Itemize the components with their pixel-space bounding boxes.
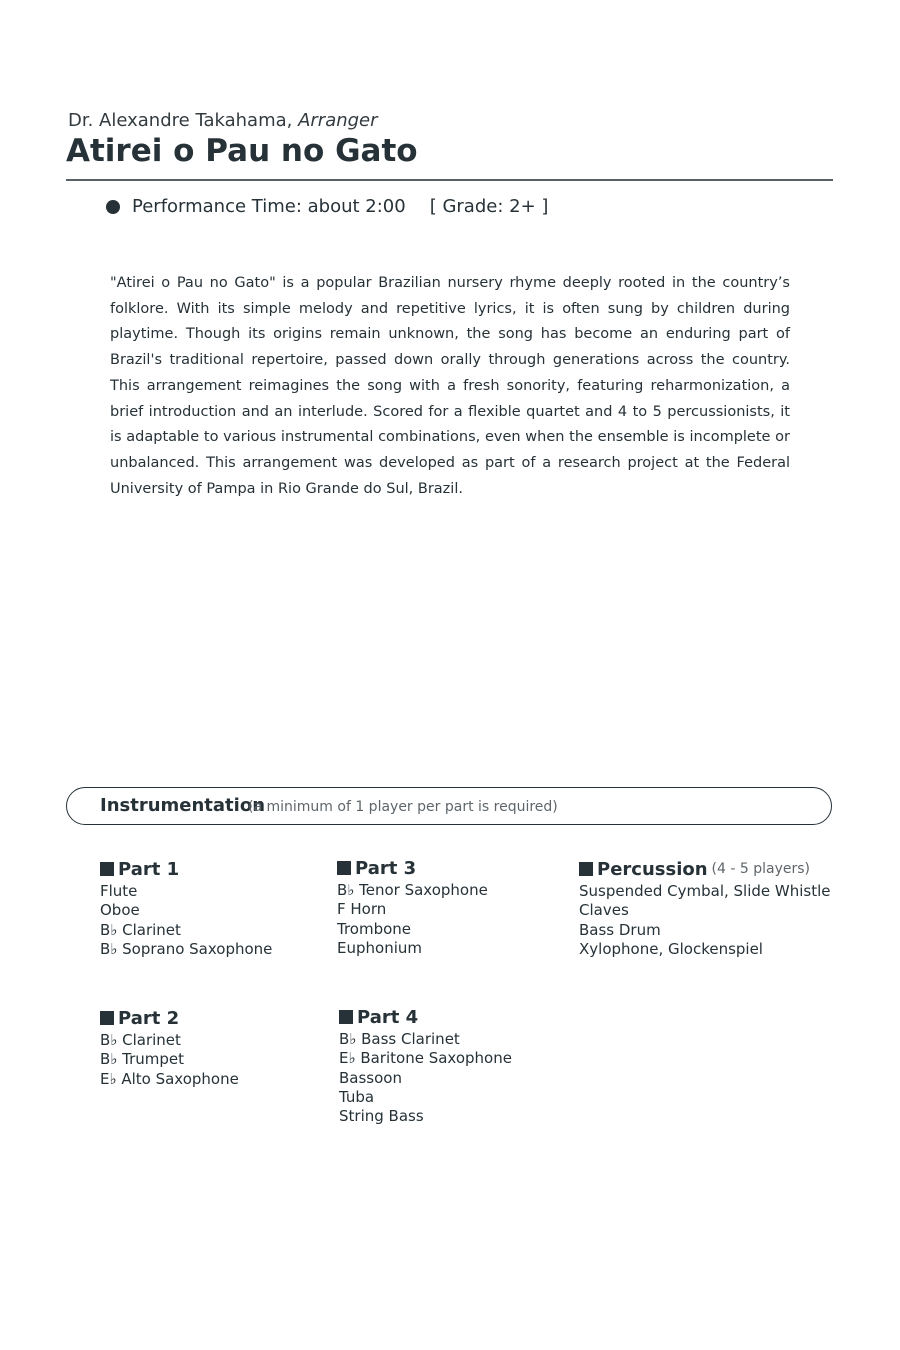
instrumentation-title: Instrumentation: [100, 795, 266, 816]
part-1-label: Part 1: [118, 858, 180, 880]
part-3-label: Part 3: [355, 857, 417, 879]
list-item: E♭ Alto Saxophone: [100, 1069, 239, 1088]
square-bullet-icon: [100, 1011, 114, 1025]
list-item: B♭ Trumpet: [100, 1050, 185, 1069]
part-2-label: Part 2: [118, 1007, 180, 1029]
part-2-group: [100, 1005, 239, 1089]
square-bullet-icon: [579, 862, 593, 876]
part-4-label: Part 4: [357, 1006, 419, 1028]
percussion-players: (4 - 5 players): [711, 861, 810, 877]
list-item: Trombone: [337, 919, 412, 938]
part-2-heading: [100, 1005, 239, 1031]
list-item: B♭ Clarinet: [100, 920, 181, 939]
percussion-group: [579, 856, 831, 959]
part-1-heading: [100, 856, 272, 882]
instrumentation-note: (a minimum of 1 player per part is required): [248, 799, 558, 815]
list-item: B♭ Bass Clarinet: [339, 1030, 460, 1048]
list-item: B♭ Soprano Saxophone: [100, 939, 273, 958]
part-3-list: [337, 881, 488, 958]
square-bullet-icon: [339, 1010, 353, 1024]
grade-level: [ Grade: 2+ ]: [429, 196, 549, 217]
square-bullet-icon: [337, 861, 351, 875]
percussion-heading: [579, 856, 831, 882]
bullet-icon: [106, 200, 120, 214]
part-3-group: [337, 855, 488, 958]
part-4-heading: [339, 1004, 512, 1030]
percussion-label: Percussion: [597, 858, 708, 880]
performance-info: [106, 196, 548, 217]
list-item: Bassoon: [339, 1068, 402, 1087]
list-item: String Bass: [339, 1107, 424, 1126]
program-notes: "Atirei o Pau no Gato" is a popular Brazilian nursery rhyme deeply rooted in the country’s folklore. With its simple melody and repetitive lyrics, it is often sung by children during playtime. Though its origins remain unknown, the song has become an enduring part of Brazil's traditional repertoire, passed down orally through generations across the country. This arrangement reimagines the song with a fresh sonority, featuring reharmonization, a brief introduction and an interlude. Scored for a flexible quartet and 4 to 5 percussionists, it is adaptable to various instrumental combinations, even when the ensemble is incomplete or unbalanced. This arrangement was developed as part of a research project at the Federal University of Pampa in Rio Grande do Sul, Brazil.: [110, 275, 790, 497]
square-bullet-icon: [100, 862, 114, 876]
part-1-list: [100, 882, 272, 959]
arranger-name: Dr. Alexandre Takahama,: [68, 110, 299, 131]
list-item: E♭ Baritone Saxophone: [339, 1049, 512, 1068]
list-item: Bass Drum: [579, 920, 661, 939]
title-divider: [66, 179, 833, 181]
part-2-list: [100, 1031, 239, 1089]
part-4-list: [339, 1030, 512, 1126]
part-4-group: [339, 1004, 512, 1126]
list-item: Xylophone, Glockenspiel: [579, 939, 763, 958]
list-item: Flute: [100, 882, 138, 900]
instrumentation-header: [66, 787, 832, 825]
list-item: Tuba: [339, 1087, 375, 1106]
performance-time: Performance Time: about 2:00: [132, 196, 406, 217]
list-item: F Horn: [337, 900, 387, 919]
list-item: Oboe: [100, 901, 140, 920]
arranger-credit: [68, 110, 378, 131]
part-1-group: [100, 856, 272, 959]
arranger-role: Arranger: [298, 110, 378, 131]
list-item: B♭ Tenor Saxophone: [337, 881, 488, 899]
percussion-list: [579, 882, 831, 959]
piece-title: Atirei o Pau no Gato: [66, 133, 418, 169]
list-item: B♭ Clarinet: [100, 1031, 181, 1049]
list-item: Euphonium: [337, 938, 422, 957]
list-item: Suspended Cymbal, Slide Whistle: [579, 882, 831, 900]
part-3-heading: [337, 855, 488, 881]
list-item: Claves: [579, 901, 629, 920]
